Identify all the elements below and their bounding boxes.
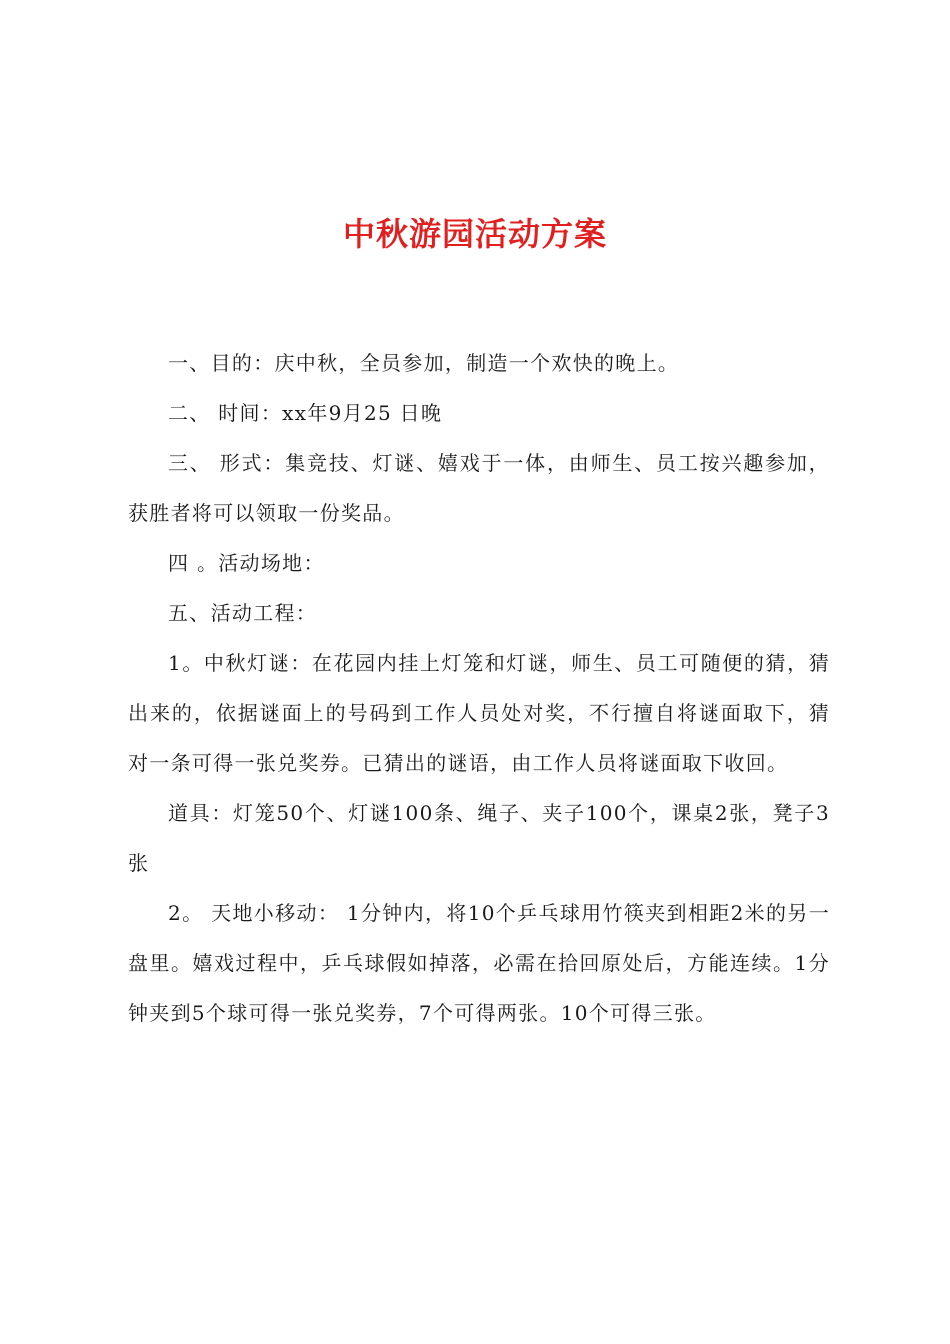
paragraph-format: 三、 形式：集竞技、灯谜、嬉戏于一体，由师生、员工按兴趣参加，获胜者将可以领取一份奖品。 bbox=[128, 451, 830, 525]
paragraph-time: 二、 时间：xx年9月25 日晚 bbox=[168, 401, 443, 425]
document-body bbox=[128, 338, 830, 1038]
paragraph-props: 道具：灯笼50个、灯谜100条、绳子、夹子100个，课桌2张，凳子3张 bbox=[128, 801, 830, 875]
paragraph-venue: 四 。活动场地： bbox=[168, 551, 325, 575]
paragraph-purpose: 一、目的：庆中秋，全员参加，制造一个欢快的晚上。 bbox=[168, 351, 680, 375]
paragraph-pingpong-game: 2。 天地小移动： 1分钟内，将10个乒乓球用竹筷夹到相距2米的另一盘里。嬉戏过程中，乒乓球假如掉落，必需在拾回原处后，方能连续。1分钟夹到5个球可得一张兑奖券，7个可得两张。10个可得三张。 bbox=[128, 901, 830, 1025]
document-title: 中秋游园活动方案 bbox=[342, 215, 607, 253]
paragraph-activities-heading: 五、活动工程： bbox=[168, 601, 318, 625]
paragraph-lantern-riddles: 1。中秋灯谜：在花园内挂上灯笼和灯谜，师生、员工可随便的猜，猜出来的，依据谜面上的号码到工作人员处对奖，不行擅自将谜面取下，猜对一条可得一张兑奖券。已猜出的谜语，由工作人员将谜面取下收回。 bbox=[128, 651, 830, 775]
